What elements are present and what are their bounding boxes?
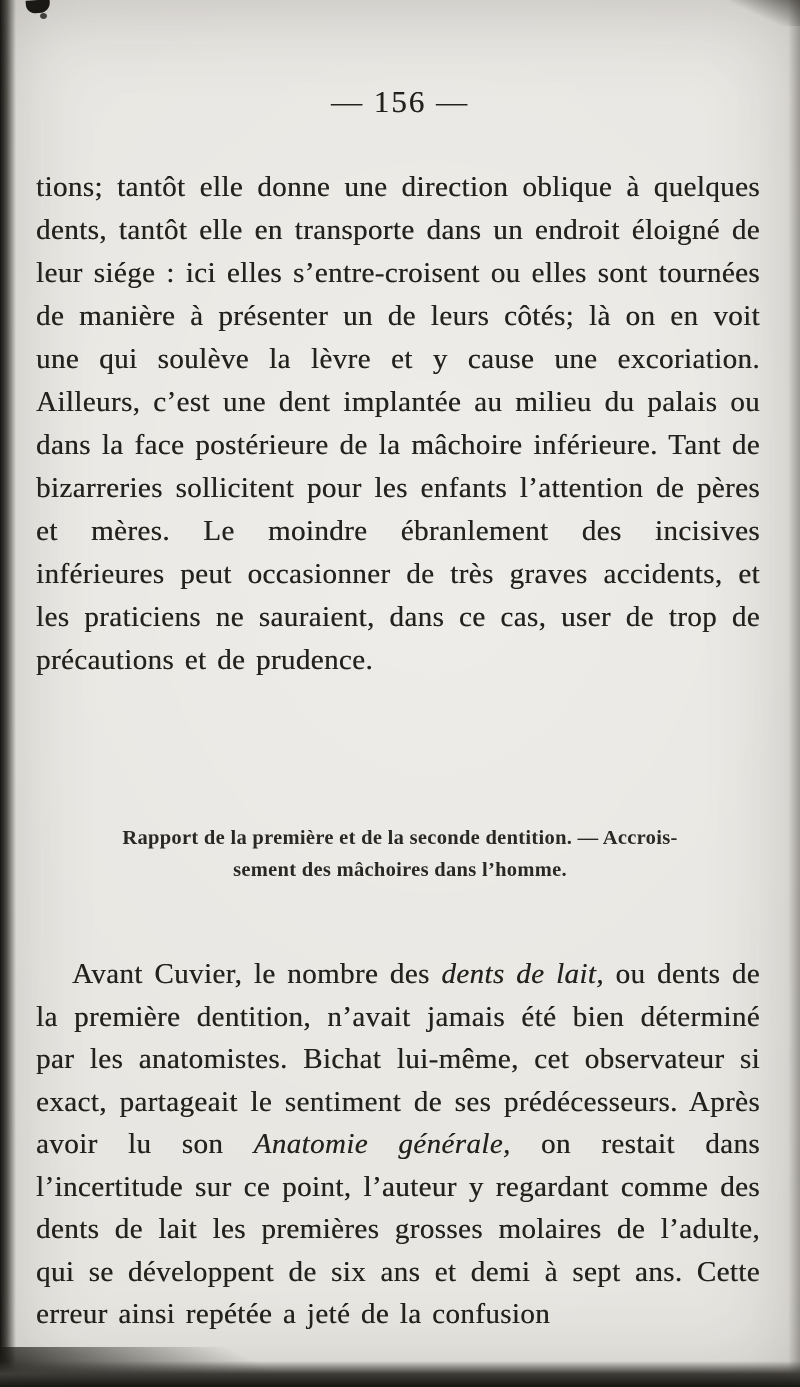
page-number: — 156 — — [331, 84, 469, 119]
section-heading-line-1: Rapport de la première et de la seconde dentition. — Accrois- — [122, 827, 678, 849]
paragraph-continuation: tions; tantôt elle donne une direction oblique à quelques dents, tantôt elle en transporte dans un endroit éloigné de leur siége : ici elles s’entre-croisent ou elles sont tournées de manière à présenter un de leurs côtés; là on en voit une qui soulève la lèvre et y cause une excoriation. Ailleurs, c’est une dent implantée au milieu du palais ou dans la face postérieure de la mâchoire inférieure. Tant de bizarreries sollicitent pour les enfants l’attention de pères et mères. Le moindre ébranlement des incisives inférieures peut occasionner de très graves accidents, et les praticiens ne sauraient, dans ce cas, user de trop de précautions et de prudence. — [36, 171, 760, 676]
scan-ink-dot — [40, 13, 47, 19]
paragraph-new-section — [36, 953, 760, 1336]
section-heading — [45, 822, 755, 886]
scan-edge-left — [0, 0, 16, 1387]
text-run-italic: dents de lait, — [441, 958, 604, 990]
text-run: Avant Cuvier, le nombre des — [72, 958, 442, 990]
scan-ink-mark — [26, 0, 51, 14]
scan-edge-right — [788, 0, 800, 1387]
scan-shadow-top-right — [730, 0, 800, 26]
section-heading-line-2: sement des mâchoires dans l’homme. — [233, 859, 567, 881]
scan-edge-bottom — [0, 1361, 800, 1387]
text-run: ou dents de la première dentition, n’avait jamais été bien déterminé par les anatomistes. Bichat lui-même, cet observateur si exact, partageait le sentiment de ses prédécesseurs. Après avoir lu son — [36, 958, 761, 1160]
text-run-italic: Anatomie générale, — [253, 1128, 511, 1160]
text-run: on restait dans l’incertitude sur ce point, l’auteur y regardant comme des dents de lait les premières grosses molaires de l’adulte, qui se développent de six ans et demi à sept ans. Cette erreur ainsi repétée a jeté de la confusion — [36, 1128, 760, 1330]
